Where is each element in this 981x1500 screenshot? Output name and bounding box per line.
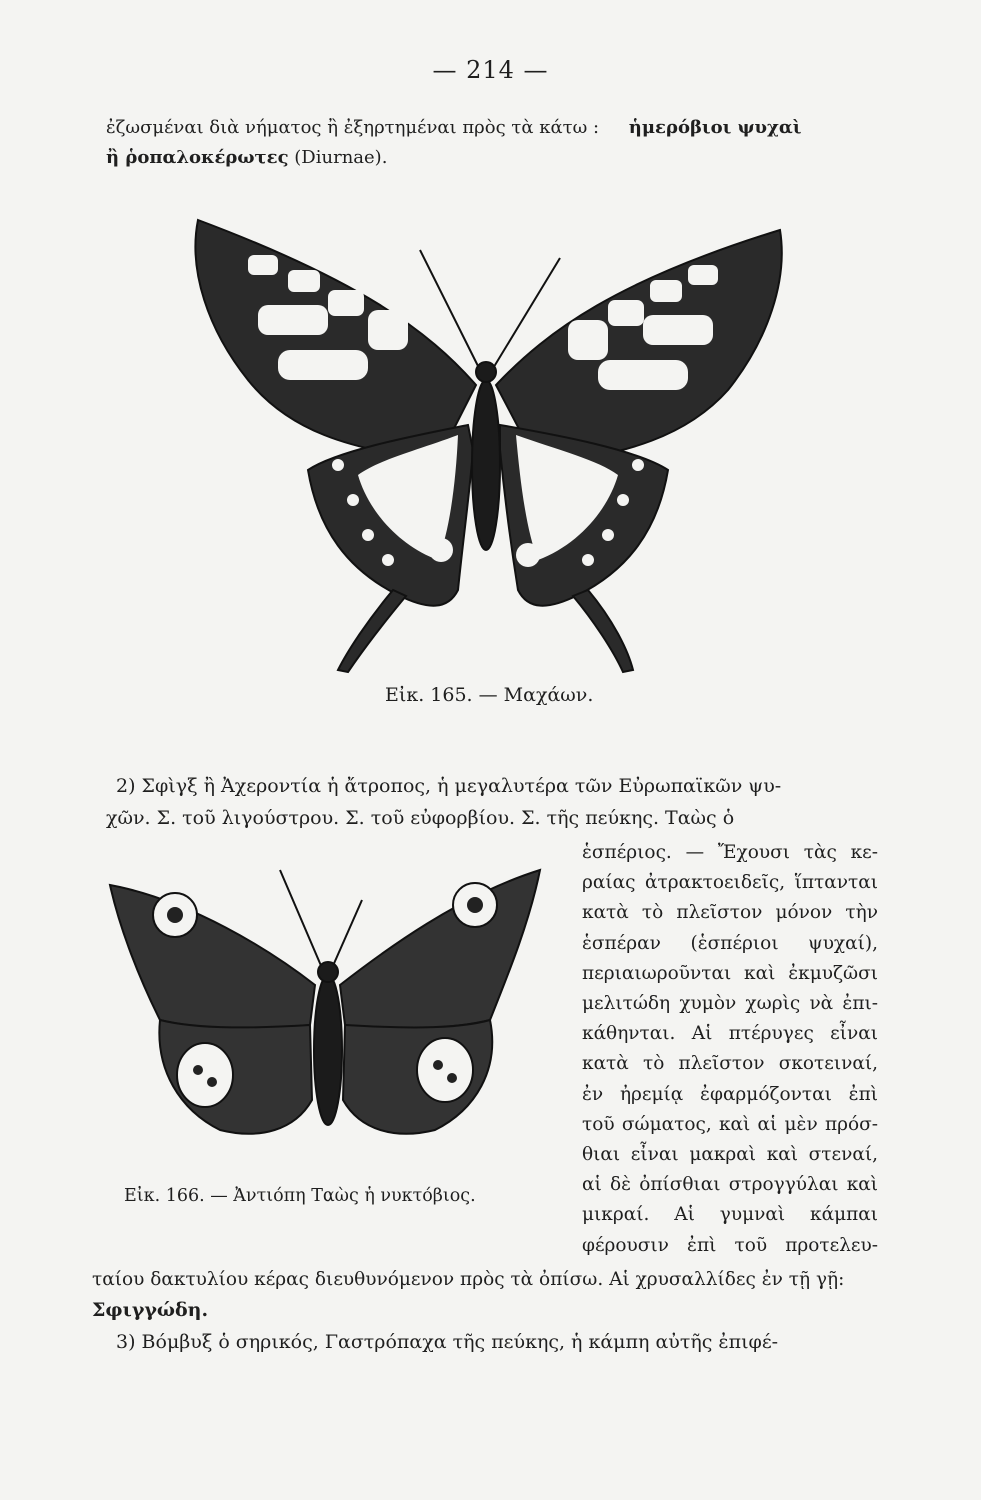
column-line: μικραί. Αἱ γυμναὶ κάμπαι [582,1204,878,1226]
term-diurnal-butterflies: ἡμερόβιοι ψυχαὶ [628,117,802,138]
term-sphingidae: Σφιγγώδη. [92,1299,209,1321]
column-line: κατὰ τὸ πλεῖστον σκοτειναί, [582,1053,878,1075]
column-line: κάθηνται. Αἱ πτέρυγες εἶναι [582,1023,878,1045]
page-number: — 214 — [432,56,549,84]
column-line: ραίας ἀτρακτοειδεῖς, ἵπτανται [582,872,878,894]
term-rhopalocera: ἢ ῥοπαλοκέρωτες [106,147,289,168]
right-column-text [582,838,878,1261]
term-diurnae: (Diurnae). [294,147,388,168]
column-line: ἑσπέραν (ἑσπέριοι ψυχαί), [582,932,878,954]
para1-line1-text: ἐζωσμέναι διὰ νήματος ἢ ἐξηρτημέναι πρὸς τὰ κάτω : [106,117,600,138]
column-line: ἑσπέριος. — Ἔχουσι τὰς κε- [582,842,878,863]
column-line: τοῦ σώματος, καὶ αἱ μὲν πρόσ- [582,1113,878,1135]
column-line: περιαιωροῦνται καὶ ἐκμυζῶσι [582,962,878,984]
figure-166-caption: Εἰκ. 166. — Ἀντιόπη Ταὼς ἡ νυκτόβιος. [124,1186,476,1206]
para1-line1 [106,114,801,142]
column-line: φέρουσιν ἐπὶ τοῦ προτελευ- [582,1234,878,1256]
swallowtail-butterfly-engraving-icon [188,210,788,675]
column-line: κατὰ τὸ πλεῖστον μόνον τὴν [582,902,878,924]
column-line: μελιτώδη χυμὸν χωρὶς νὰ ἐπι- [582,993,878,1015]
para2-line1: 2) Σφὶγξ ἢ Ἀχεροντία ἡ ἄτροπος, ἡ μεγαλυτέρα τῶν Εὐρωπαϊκῶν ψυ- [116,775,782,797]
para4-line1: 3) Βόμβυξ ὁ σηρικός, Γαστρόπαχα τῆς πεύκης, ἡ κάμπη αὐτῆς ἐπιφέ- [116,1331,779,1353]
figure-165-caption: Εἰκ. 165. — Μαχάων. [385,684,594,706]
peacock-butterfly-engraving-icon [100,860,570,1180]
column-line: ἐν ἠρεμίᾳ ἐφαρμόζονται ἐπὶ [582,1083,878,1105]
para3-line1: ταίου δακτυλίου κέρας διευθυνόμενον πρὸς τὰ ὀπίσω. Αἱ χρυσαλλίδες ἐν τῇ γῇ: [92,1269,845,1290]
para1-line2 [106,144,387,172]
column-line: αἱ δὲ ὀπίσθιαι στρογγύλαι καὶ [582,1174,878,1196]
column-line: θιαι εἶναι μακραὶ καὶ στεναί, [582,1144,878,1166]
para2-line2: χῶν. Σ. τοῦ λιγούστρου. Σ. τοῦ εὐφορβίου. Σ. τῆς πεύκης. Ταὼς ὁ [106,807,735,829]
